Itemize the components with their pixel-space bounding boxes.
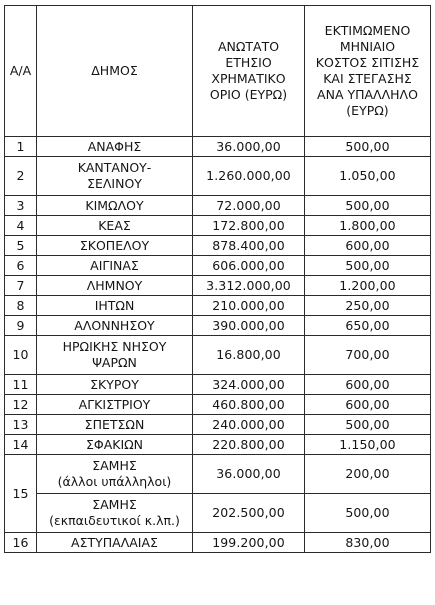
table-row — [5, 435, 431, 455]
cell-dimos: ΣΑΜΗΣ (εκπαιδευτικοί κ.λπ.) — [37, 494, 193, 533]
cell-orio: 172.800,00 — [193, 216, 305, 236]
table-row — [5, 375, 431, 395]
cell-aa: 6 — [5, 256, 37, 276]
header-aa: Α/Α — [5, 6, 37, 137]
cell-dimos: ΚΑΝΤΑΝΟΥ- ΣΕΛΙΝΟΥ — [37, 157, 193, 196]
cell-kostos: 650,00 — [305, 316, 431, 336]
cell-kostos: 600,00 — [305, 395, 431, 415]
table-row — [5, 137, 431, 157]
cell-orio: 3.312.000,00 — [193, 276, 305, 296]
cell-kostos: 1.150,00 — [305, 435, 431, 455]
table-row — [5, 455, 431, 494]
cell-orio: 878.400,00 — [193, 236, 305, 256]
cell-kostos: 700,00 — [305, 336, 431, 375]
table-row — [5, 415, 431, 435]
cell-dimos: ΑΙΓΙΝΑΣ — [37, 256, 193, 276]
cell-orio: 210.000,00 — [193, 296, 305, 316]
header-orio: ΑΝΩΤΑΤΟ ΕΤΗΣΙΟ ΧΡΗΜΑΤΙΚΟ ΟΡΙΟ (ΕΥΡΩ) — [193, 6, 305, 137]
cell-dimos: ΑΣΤΥΠΑΛΑΙΑΣ — [37, 533, 193, 553]
cell-orio: 36.000,00 — [193, 455, 305, 494]
cell-kostos: 500,00 — [305, 494, 431, 533]
cell-dimos: ΑΓΚΙΣΤΡΙΟΥ — [37, 395, 193, 415]
cell-aa: 15 — [5, 455, 37, 533]
table-row — [5, 533, 431, 553]
cell-kostos: 830,00 — [305, 533, 431, 553]
cell-kostos: 1.050,00 — [305, 157, 431, 196]
cell-dimos: ΣΚΥΡΟΥ — [37, 375, 193, 395]
cell-orio: 390.000,00 — [193, 316, 305, 336]
cell-orio: 16.800,00 — [193, 336, 305, 375]
cell-dimos: ΚΙΜΩΛΟΥ — [37, 196, 193, 216]
cell-aa: 16 — [5, 533, 37, 553]
table-header-row — [5, 6, 431, 137]
cell-kostos: 1.200,00 — [305, 276, 431, 296]
cell-orio: 36.000,00 — [193, 137, 305, 157]
table-row — [5, 316, 431, 336]
cell-dimos: ΑΛΟΝΝΗΣΟΥ — [37, 316, 193, 336]
table-row — [5, 216, 431, 236]
header-dimos: ΔΗΜΟΣ — [37, 6, 193, 137]
cell-dimos: ΣΚΟΠΕΛΟΥ — [37, 236, 193, 256]
cell-dimos: ΙΗΤΩΝ — [37, 296, 193, 316]
cell-kostos: 1.800,00 — [305, 216, 431, 236]
cell-aa: 12 — [5, 395, 37, 415]
cell-kostos: 600,00 — [305, 236, 431, 256]
cell-orio: 202.500,00 — [193, 494, 305, 533]
table-row — [5, 236, 431, 256]
cell-aa: 4 — [5, 216, 37, 236]
cell-orio: 460.800,00 — [193, 395, 305, 415]
cell-orio: 1.260.000,00 — [193, 157, 305, 196]
table-row — [5, 336, 431, 375]
cell-orio: 240.000,00 — [193, 415, 305, 435]
cell-kostos: 500,00 — [305, 256, 431, 276]
cell-aa: 8 — [5, 296, 37, 316]
cell-aa: 13 — [5, 415, 37, 435]
cell-kostos: 500,00 — [305, 415, 431, 435]
cell-aa: 9 — [5, 316, 37, 336]
cell-orio: 324.000,00 — [193, 375, 305, 395]
cell-dimos: ΣΑΜΗΣ (άλλοι υπάλληλοι) — [37, 455, 193, 494]
cell-dimos: ΣΠΕΤΣΩΝ — [37, 415, 193, 435]
cell-aa: 11 — [5, 375, 37, 395]
cell-aa: 10 — [5, 336, 37, 375]
cell-kostos: 200,00 — [305, 455, 431, 494]
cell-dimos: ΣΦΑΚΙΩΝ — [37, 435, 193, 455]
cell-dimos: ΛΗΜΝΟΥ — [37, 276, 193, 296]
cell-dimos: ΚΕΑΣ — [37, 216, 193, 236]
municipality-cost-table — [4, 5, 431, 553]
cell-orio: 199.200,00 — [193, 533, 305, 553]
table-row — [5, 196, 431, 216]
header-kostos: ΕΚΤΙΜΩΜΕΝΟ ΜΗΝΙΑΙΟ ΚΟΣΤΟΣ ΣΙΤΙΣΗΣ ΚΑΙ ΣΤΕΓΑΣΗΣ ΑΝΑ ΥΠΑΛΛΗΛΟ (ΕΥΡΩ) — [305, 6, 431, 137]
table-row — [5, 296, 431, 316]
cell-aa: 5 — [5, 236, 37, 256]
cell-orio: 220.800,00 — [193, 435, 305, 455]
table-row — [5, 157, 431, 196]
table-row — [5, 494, 431, 533]
cell-kostos: 500,00 — [305, 137, 431, 157]
cell-kostos: 600,00 — [305, 375, 431, 395]
cell-orio: 72.000,00 — [193, 196, 305, 216]
cell-aa: 2 — [5, 157, 37, 196]
cell-kostos: 250,00 — [305, 296, 431, 316]
table-row — [5, 395, 431, 415]
cell-kostos: 500,00 — [305, 196, 431, 216]
table-row — [5, 276, 431, 296]
cell-orio: 606.000,00 — [193, 256, 305, 276]
table-row — [5, 256, 431, 276]
cell-aa: 1 — [5, 137, 37, 157]
cell-aa: 7 — [5, 276, 37, 296]
cell-dimos: ΑΝΑΦΗΣ — [37, 137, 193, 157]
cell-aa: 3 — [5, 196, 37, 216]
cell-aa: 14 — [5, 435, 37, 455]
cell-dimos: ΗΡΩΙΚΗΣ ΝΗΣΟΥ ΨΑΡΩΝ — [37, 336, 193, 375]
